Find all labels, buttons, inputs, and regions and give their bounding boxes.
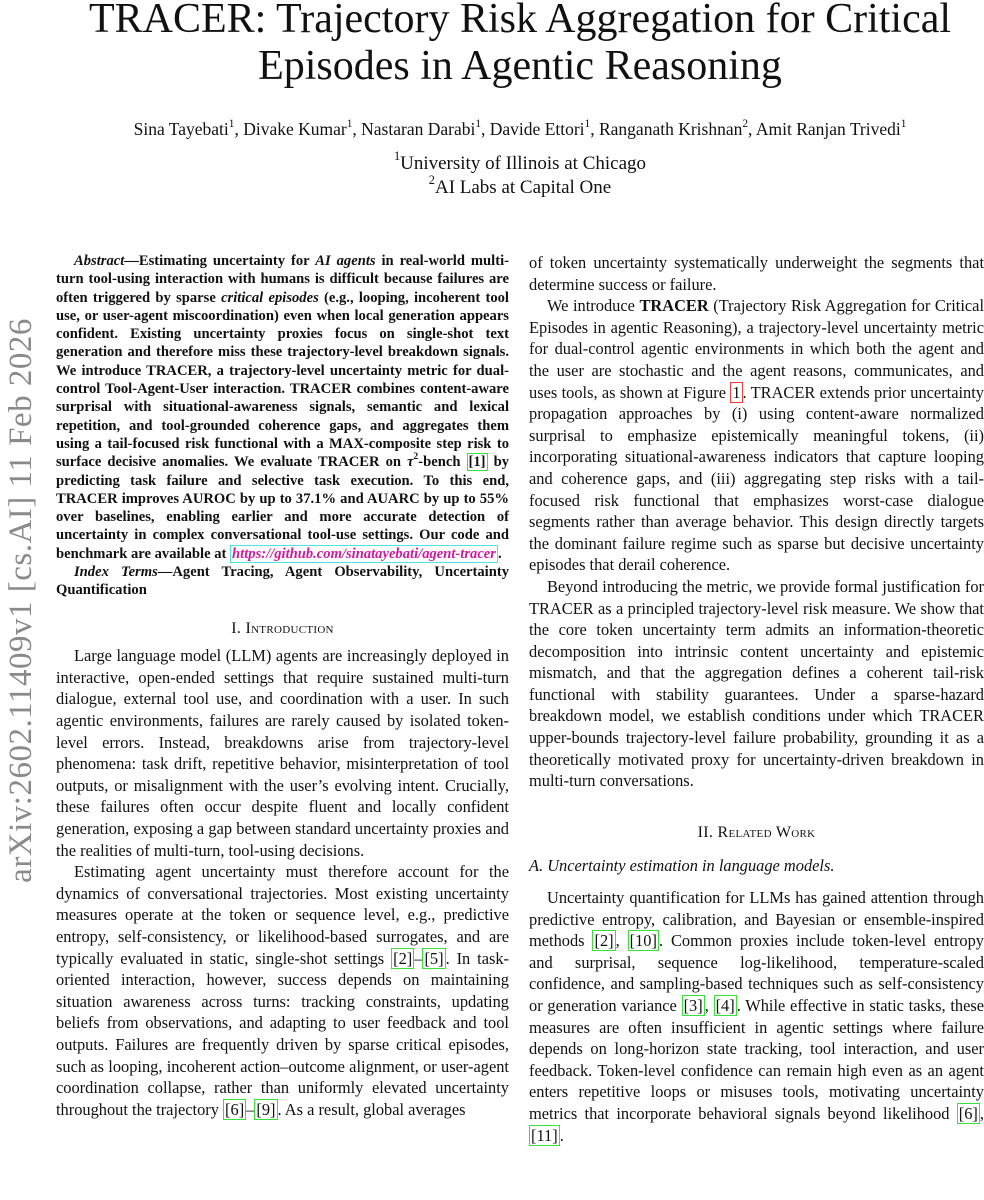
section-number: II. <box>697 823 714 841</box>
tau-superscript: 2 <box>413 452 419 463</box>
abstract-emphasis: critical episodes <box>221 289 319 306</box>
citation-link[interactable]: [9] <box>256 1099 276 1119</box>
paragraph-text: , <box>615 931 628 951</box>
author-name: Amit Ranjan Trivedi <box>755 119 901 139</box>
citation-link[interactable]: [2] <box>594 931 614 951</box>
citation-link[interactable]: [6] <box>225 1099 245 1119</box>
citation-link[interactable]: [1] <box>468 454 486 471</box>
abstract-emphasis: AI agents <box>315 253 376 269</box>
abstract-text: -bench <box>418 454 467 471</box>
author-name: Nastaran Darabi <box>361 119 476 139</box>
paragraph-text: – <box>246 1099 255 1119</box>
citation-link[interactable]: [4] <box>715 996 735 1015</box>
section-heading-introduction <box>56 618 509 640</box>
arxiv-identifier-stamp <box>0 300 44 900</box>
paragraph-text: . TRACER extends prior uncertainty propagation approaches by (i) using content-aware normalized surprisal to emphasize epistemically meaningful tokens, (ii) incorporating situational-awareness indicators that capture looping and coherence gaps, and (iii) aggregating step risks with a tail-focused risk functional that emphasizes worst-case dialogue segments rather than average behavior. This design directly targets the dominant failure regime such as sparse but decisive uncertainty episodes that derail coherence. <box>529 382 984 575</box>
author-list: Sina Tayebati$^1$, Divake Kumar$^1$, Nastaran Darabi$^1$, Davide Ettori$^1$, Ranganath Krishnan$^2$, Amit Ranjan Trivedi$^1$ <box>133 118 907 139</box>
paragraph-text: . <box>559 1125 564 1145</box>
citation-link[interactable]: [2] <box>393 948 413 968</box>
citation-link[interactable]: [3] <box>683 996 703 1015</box>
related-work-paragraph <box>529 887 984 1146</box>
citation-link[interactable]: [6] <box>958 1103 978 1123</box>
citation-link[interactable]: [10] <box>629 931 657 951</box>
author-name: Ranganath Krishnan <box>598 119 743 139</box>
paper-title: TRACER: Trajectory Risk Aggregation for Critical Episodes in Agentic Reasoning <box>88 0 952 89</box>
justification-paragraph: Beyond introducing the metric, we provide formal justification for TRACER as a principled trajectory-level risk measure. We show that the core token uncertainty term admits an information-theoretic decomposition into intrinsic content uncertainty and epistemic mismatch, and that the aggregation defines a coherent tail-risk functional with stability guarantees. Under a sparse-hazard breakdown model, we establish conditions under which TRACER upper-bounds trajectory-level failure probability, grounding it as a theoretically motivated proxy for uncertainty-driven breakdown in multi-turn conversations. <box>529 576 984 791</box>
author-affiliation-mark: 1 <box>346 118 353 131</box>
abstract <box>56 252 509 563</box>
author-name: Divake Kumar <box>243 119 347 139</box>
tracer-intro-paragraph <box>529 295 984 576</box>
right-column <box>529 252 984 1146</box>
index-terms-text: —Agent Tracing, Agent Observability, Uncertainty Quantification <box>56 564 510 599</box>
github-repo-link[interactable]: https://github.com/sinatayebati/agent-tracer <box>232 545 496 562</box>
author-affiliation-mark: 1 <box>584 118 591 131</box>
paragraph-text: Uncertainty quantification for LLMs has gained attention through predictive entropy, calibration, and Bayesian or ensemble-inspired methods <box>529 888 984 951</box>
author-affiliation-mark: 1 <box>228 118 235 131</box>
affiliation-name: AI Labs at Capital One <box>434 177 612 198</box>
citation-link[interactable]: [11] <box>531 1125 558 1145</box>
affiliation-number: 2 <box>428 173 435 188</box>
section-heading-related-work <box>529 822 984 844</box>
paragraph-text: . In task-oriented interaction, however, success depends on maintaining situation awareness across turns: tracking constraints, updating beliefs from observations, and adapting to user feedback and tool outputs. Failures are frequently driven by sparse critical episodes, such as looping, incoherent action–outcome alignment, or user-agent coordination collapse, rather than uniformly elevated uncertainty throughout the trajectory <box>56 948 510 1119</box>
paragraph-text: . While effective in static tasks, these measures are often insufficient in agentic settings where failure depends on long-horizon state tracking, tool interaction, and user feedback. Token-level confidence can remain high even as an agent enters repetitive loops or misuses tools, motivating uncertainty metrics that incorporate behavioral signals beyond likelihood <box>529 996 984 1123</box>
abstract-text: by predicting task failure and selective task execution. To this end, TRACER improves AUROC by up to 37.1% and AUARC by up to 55% over baselines, enabling earlier and more accurate detection of uncertainty in complex conversational tool-use settings. Our code and benchmark are available at <box>56 454 510 562</box>
section-title: Introduction <box>245 619 334 637</box>
paragraph-text: . As a result, global averages <box>277 1099 466 1119</box>
affiliation-name: University of Illinois at Chicago <box>400 153 647 174</box>
paragraph-text: Estimating agent uncertainty must therefore account for the dynamics of conversational trajectories. Most existing uncertainty measures operate at the token or sequence level, e.g., predictive entropy, self-consistency, or likelihood-based surrogates, and are typically evaluated in static, single-shot settings <box>56 862 509 968</box>
section-title: Related Work <box>717 823 816 841</box>
index-terms <box>56 563 509 600</box>
arxiv-id-text: arXiv:2602.11409v1 [cs.AI] 11 Feb 2026 <box>2 317 39 883</box>
paragraph-text: . Common proxies include token-level entropy and surprisal, sequence log-likelihood, temperature-scaled confidence, and sampling-based techniques such as self-consistency or generation variance <box>529 931 984 1015</box>
abstract-text: in real-world multi-turn tool-using interaction with humans is difficult because failures are often triggered by sparse <box>56 253 510 306</box>
section-number: I. <box>231 619 242 637</box>
affiliation-1 <box>0 149 984 176</box>
continued-paragraph: of token uncertainty systematically underweight the segments that determine success or failure. <box>529 253 984 294</box>
figure-reference-link[interactable]: 1 <box>732 382 741 402</box>
index-terms-label: Index Terms <box>74 564 158 581</box>
intro-paragraph-2 <box>56 861 509 1120</box>
abstract-text: . <box>497 545 502 562</box>
author-affiliation-mark: 1 <box>475 118 482 131</box>
author-name: Sina Tayebati <box>133 119 229 139</box>
tau-symbol: τ <box>407 454 414 471</box>
author-name: Davide Ettori <box>489 119 585 139</box>
paragraph-text: , a trajectory-level uncertainty metric for dual-control agentic environments in which both the agent and the user are stochastic and the agent reasons, communicates, and uses tools, as shown at Figure <box>529 317 984 402</box>
affiliation-number: 1 <box>393 149 401 164</box>
paragraph-text: , <box>704 996 714 1015</box>
intro-paragraph-1: Large language model (LLM) agents are increasingly deployed in interactive, open-ended settings that require sustained multi-turn dialogue, external tool use, and coordination with a user. In such agentic environments, failures are rarely caused by isolated token-level errors. Instead, breakdowns arise from trajectory-level phenomena: task drift, repetitive behavior, misinterpretation of tool outputs, or misalignment with the user’s evolving intent. Crucially, these failures often occur despite fluent and locally confident generation, exposing a gap between standard uncertainty proxies and the realities of multi-turn, tool-using decisions. <box>56 646 509 860</box>
paragraph-text: , <box>979 1103 984 1123</box>
abstract-text: (e.g., looping, incoherent tool use, or user-agent miscoordination) even when local generation appears confident. Existing uncertainty proxies focus on single-shot text generation and therefore miss these trajectory-level breakdown signals. We introduce TRACER, a trajectory-level uncertainty metric for dual-control Tool-Agent-User interaction. TRACER combines content-aware surprisal with situational-awareness signals, semantic and lexical repetition, and tool-grounded coherence gaps, and aggregates them using a tail-focused risk functional with a MAX-composite step risk to surface decisive anomalies. We evaluate TRACER on <box>56 289 509 471</box>
affiliation-2 <box>0 173 984 200</box>
subsection-heading: A. Uncertainty estimation in language models. <box>529 856 835 876</box>
tracer-acronym-expansion: (Trajectory Risk Aggregation for Critical Episodes in agentic Reasoning) <box>529 296 984 337</box>
abstract-text: —Estimating uncertainty for <box>124 253 316 269</box>
author-affiliation-mark: 1 <box>900 118 907 131</box>
left-column <box>56 252 509 1120</box>
paragraph-text: We introduce <box>547 296 640 316</box>
citation-link[interactable]: [5] <box>424 948 444 968</box>
abstract-label: Abstract <box>74 253 125 269</box>
paragraph-text: – <box>414 948 423 968</box>
author-affiliation-mark: 2 <box>742 118 749 131</box>
tracer-name: TRACER <box>639 296 709 316</box>
